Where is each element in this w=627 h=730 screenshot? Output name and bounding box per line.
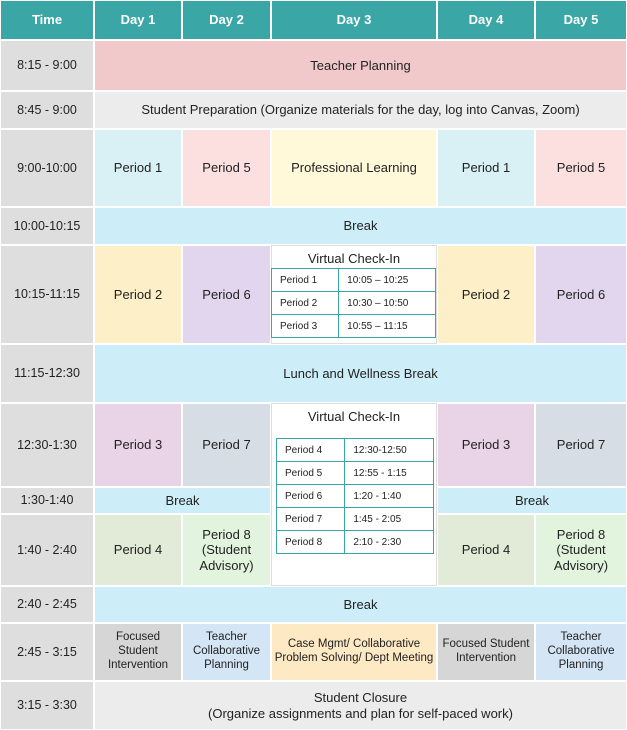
checkin-a-table bbox=[271, 268, 436, 338]
checkin-period: Period 8 bbox=[277, 531, 345, 554]
checkin-time: 2:10 - 2:30 bbox=[345, 531, 434, 554]
student-preparation: Student Preparation (Organize materials for the day, log into Canvas, Zoom) bbox=[94, 91, 627, 129]
closure-note: (Organize assignments and plan for self-paced work) bbox=[208, 705, 513, 721]
header-day-3: Day 3 bbox=[271, 0, 437, 40]
checkin-b-table bbox=[276, 438, 434, 554]
period-8-note: (Student bbox=[556, 542, 606, 558]
time-slot: 8:45 - 9:00 bbox=[0, 91, 94, 129]
table-row bbox=[277, 462, 434, 485]
student-closure bbox=[94, 681, 627, 730]
header-time: Time bbox=[0, 0, 94, 40]
period-6-day-2: Period 6 bbox=[182, 245, 271, 344]
checkin-period: Period 4 bbox=[277, 439, 345, 462]
checkin-time: 10:55 – 11:15 bbox=[339, 315, 436, 338]
checkin-period: Period 2 bbox=[272, 292, 339, 315]
time-slot: 3:15 - 3:30 bbox=[0, 681, 94, 730]
checkin-time: 10:05 – 10:25 bbox=[339, 269, 436, 292]
table-row bbox=[272, 315, 436, 338]
period-5-day-5: Period 5 bbox=[535, 129, 627, 207]
period-8-day-5 bbox=[535, 514, 627, 586]
lunch-wellness-break: Lunch and Wellness Break bbox=[94, 344, 627, 403]
checkin-time: 1:45 - 2:05 bbox=[345, 508, 434, 531]
period-3-day-4: Period 3 bbox=[437, 403, 535, 487]
header-day-1: Day 1 bbox=[94, 0, 182, 40]
table-row bbox=[272, 269, 436, 292]
period-1-day-1: Period 1 bbox=[94, 129, 182, 207]
time-slot: 2:40 - 2:45 bbox=[0, 586, 94, 623]
professional-learning: Professional Learning bbox=[271, 129, 437, 207]
checkin-period: Period 7 bbox=[277, 508, 345, 531]
checkin-period: Period 3 bbox=[272, 315, 339, 338]
checkin-a-title: Virtual Check-In bbox=[307, 251, 401, 266]
table-row bbox=[277, 485, 434, 508]
period-1-day-4: Period 1 bbox=[437, 129, 535, 207]
header-day-5: Day 5 bbox=[535, 0, 627, 40]
focused-intervention-day-4: Focused Student Intervention bbox=[437, 623, 535, 681]
time-slot: 1:30-1:40 bbox=[0, 487, 94, 514]
period-3-day-1: Period 3 bbox=[94, 403, 182, 487]
period-8-note: Advisory) bbox=[199, 557, 254, 573]
time-slot: 11:15-12:30 bbox=[0, 344, 94, 403]
period-4-day-4: Period 4 bbox=[437, 514, 535, 586]
checkin-time: 1:20 - 1:40 bbox=[345, 485, 434, 508]
period-6-day-5: Period 6 bbox=[535, 245, 627, 344]
time-slot: 10:00-10:15 bbox=[0, 207, 94, 245]
break-left: Break bbox=[94, 487, 271, 514]
time-slot: 12:30-1:30 bbox=[0, 403, 94, 487]
period-4-day-1: Period 4 bbox=[94, 514, 182, 586]
break-afternoon: Break bbox=[94, 586, 627, 623]
period-8-note: (Student bbox=[201, 542, 252, 558]
table-row bbox=[277, 531, 434, 554]
teacher-collab-day-2: Teacher Collaborative Planning bbox=[182, 623, 271, 681]
period-7-day-5: Period 7 bbox=[535, 403, 627, 487]
closure-title: Student Closure bbox=[313, 689, 408, 705]
time-slot: 8:15 - 9:00 bbox=[0, 40, 94, 91]
period-2-day-4: Period 2 bbox=[437, 245, 535, 344]
break-right: Break bbox=[437, 487, 627, 514]
period-8-note: Advisory) bbox=[553, 557, 609, 573]
period-8-day-2 bbox=[182, 514, 271, 586]
header-day-2: Day 2 bbox=[182, 0, 271, 40]
focused-intervention-day-1: Focused Student Intervention bbox=[94, 623, 182, 681]
time-slot: 9:00-10:00 bbox=[0, 129, 94, 207]
checkin-time: 12:55 - 1:15 bbox=[345, 462, 434, 485]
table-row bbox=[272, 292, 436, 315]
checkin-period: Period 5 bbox=[277, 462, 345, 485]
checkin-time: 12:30-12:50 bbox=[345, 439, 434, 462]
time-slot: 1:40 - 2:40 bbox=[0, 514, 94, 586]
table-row bbox=[277, 508, 434, 531]
table-row bbox=[277, 439, 434, 462]
header-day-4: Day 4 bbox=[437, 0, 535, 40]
time-slot: 2:45 - 3:15 bbox=[0, 623, 94, 681]
checkin-period: Period 1 bbox=[272, 269, 339, 292]
teacher-planning: Teacher Planning bbox=[94, 40, 627, 91]
teacher-collab-day-5: Teacher Collaborative Planning bbox=[535, 623, 627, 681]
period-8-label: Period 8 bbox=[556, 526, 606, 542]
checkin-b-title: Virtual Check-In bbox=[307, 409, 401, 424]
time-slot: 10:15-11:15 bbox=[0, 245, 94, 344]
checkin-time: 10:30 – 10:50 bbox=[339, 292, 436, 315]
break-morning: Break bbox=[94, 207, 627, 245]
checkin-period: Period 6 bbox=[277, 485, 345, 508]
period-2-day-1: Period 2 bbox=[94, 245, 182, 344]
period-5-day-2: Period 5 bbox=[182, 129, 271, 207]
period-7-day-2: Period 7 bbox=[182, 403, 271, 487]
case-mgmt-day-3: Case Mgmt/ Collaborative Problem Solving/ Dept Meeting bbox=[271, 623, 437, 681]
period-8-label: Period 8 bbox=[202, 526, 251, 542]
